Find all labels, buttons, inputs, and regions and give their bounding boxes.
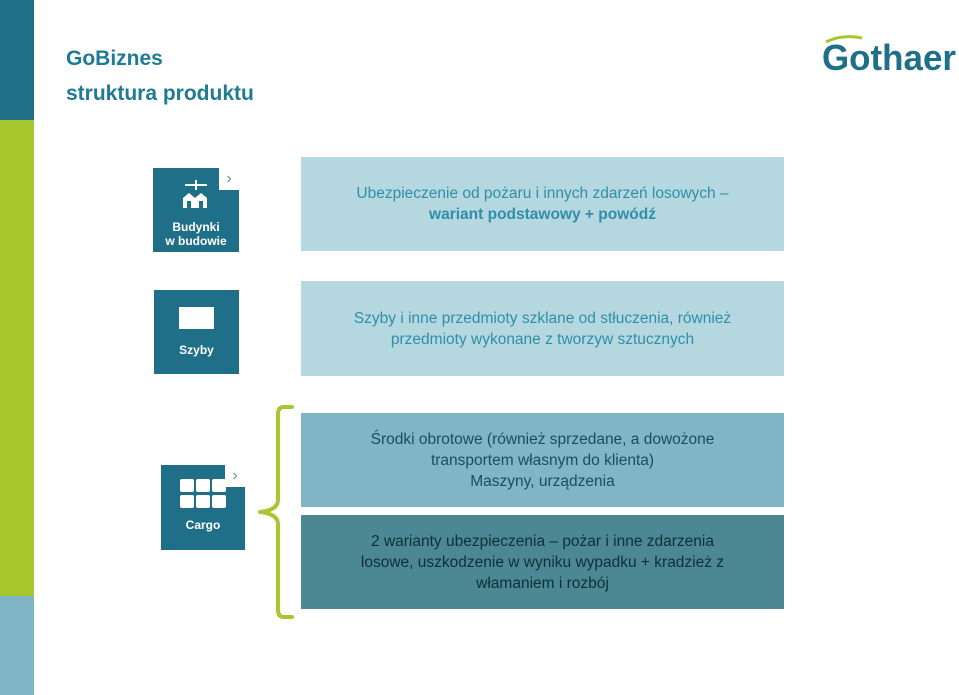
page-subtitle: struktura produktu: [66, 82, 254, 105]
coverage-box-glass: [301, 281, 784, 376]
chevron-right-icon[interactable]: ›: [225, 465, 245, 487]
cargo-boxes-icon: [180, 479, 228, 509]
tile-glass[interactable]: [154, 290, 239, 374]
curly-brace: [256, 404, 296, 624]
logo-text: Gothaer: [822, 37, 956, 78]
coverage-box-fire: [301, 157, 784, 251]
side-bar-top: [0, 0, 34, 120]
box-line3: włamaniem i rozbój: [476, 574, 609, 592]
gothaer-logo: [822, 34, 958, 82]
tile-label-line2: w budowie: [165, 234, 227, 248]
chevron-right-icon[interactable]: ›: [219, 168, 239, 190]
box-line3: Maszyny, urządzenia: [470, 472, 615, 490]
tile-label-line1: Budynki: [172, 220, 220, 234]
glass-pane-icon: [179, 307, 214, 329]
box-line2: wariant podstawowy + powódź: [429, 206, 656, 223]
page-title: GoBiznes: [66, 47, 163, 70]
coverage-box-current-assets: [301, 413, 784, 507]
tile-cargo[interactable]: [161, 465, 245, 550]
box-line1: 2 warianty ubezpieczenia – pożar i inne zdarzenia: [371, 532, 714, 550]
tile-buildings-under-construction[interactable]: [153, 168, 239, 252]
box-line1: Ubezpieczenie od pożaru i innych zdarzeń losowych –: [356, 185, 729, 202]
buildings-construction-icon: [179, 180, 213, 210]
box-line2: transportem własnym do klienta): [430, 451, 655, 469]
side-bar-bottom: [0, 596, 34, 695]
box-line1: Szyby i inne przedmioty szklane od stłuczenia, również: [353, 309, 732, 327]
box-line1: Środki obrotowe (również sprzedane, a dowożone: [370, 430, 715, 448]
tile-label-line1: Szyby: [179, 343, 214, 357]
box-line2: losowe, uszkodzenie w wyniku wypadku + kradzież z: [360, 553, 725, 571]
box-line2: przedmioty wykonane z tworzyw sztucznych: [390, 330, 695, 348]
tile-label-line1: Cargo: [185, 518, 221, 532]
side-bar-middle: [0, 120, 34, 596]
coverage-box-cargo-variants: [301, 515, 784, 609]
